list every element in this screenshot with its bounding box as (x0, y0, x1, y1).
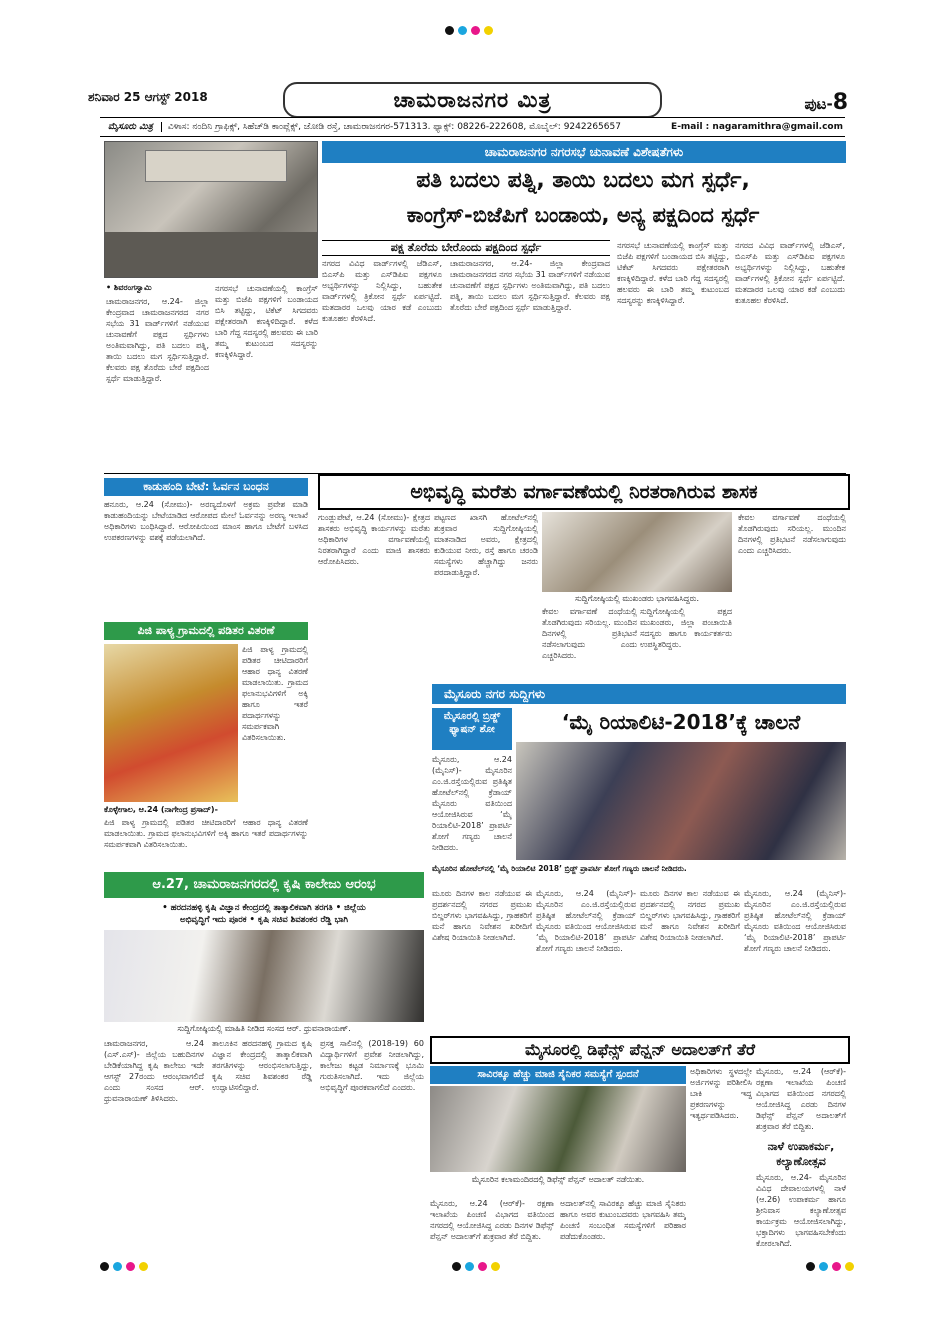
mysuru-photo-caption: ಮೈಸೂರಿನ ಹೋಟೆಲ್‌ನಲ್ಲಿ ‘ಮೈ ರಿಯಾಲಿಟಿ 2018’ ಬ್ರಿಡ್ಜ್ ಪ್ರಾಪರ್ಟಿ ಶೋಗೆ ಗಣ್ಯರು ಚಾಲನೆ ನೀಡಿದರು. (432, 864, 687, 873)
council-building-photo (104, 141, 318, 278)
property-show-photo (516, 742, 846, 860)
upakarma-body: ಮೈಸೂರು, ಆ.24- ಮೈಸೂರಿನ ವಿವಿಧ ದೇವಾಲಯಗಳಲ್ಲಿ ನಾಳೆ (ಆ.26) ಉಪಾಕರ್ಮ ಹಾಗೂ ಶ್ರೀನಿವಾಸ ಕಲ್ಯಾಣೋತ್ಸವ ಕಾರ್ಯಕ್ರಮ ಆಯೋಜಿಸಲಾಗಿದ್ದು, ಭಕ್ತಾದಿಗಳು ಭಾಗವಹಿಸಬೇಕೆಂದು ಕೋರಲಾಗಿದೆ. (756, 1173, 846, 1248)
masthead (88, 80, 848, 122)
registration-dot (819, 1262, 828, 1271)
registration-marks-bottom-left (100, 1262, 148, 1271)
brief2-body-side: ಪಿಜಿ ಪಾಳ್ಯ ಗ್ರಾಮದಲ್ಲಿ ಪಡಿತರ ಚೀಟಿದಾರರಿಗೆ ಆಹಾರ ಧಾನ್ಯ ವಿತರಣೆ ಮಾಡಲಾಯಿತು. ಗ್ರಾಮದ ಫಲಾನುಭವಿಗಳಿಗೆ ಅಕ್ಕಿ ಹಾಗೂ ಇತರೆ ಪದಾರ್ಥಗಳನ್ನು ಸಮರ್ಪಕವಾಗಿ ವಿತರಿಸಲಾಯಿತು. (242, 645, 308, 742)
page-number: 8 (832, 90, 848, 115)
lead-byline: • ಶಿವರಂಗಸ್ವಾಮಿ (106, 283, 152, 292)
lead-subhead: ಪಕ್ಷ ತೊರೆದು ಬೇರೊಂದು ಪಕ್ಷದಿಂದ ಸ್ಪರ್ಧೆ (322, 240, 610, 256)
agri-body-col1: ಚಾಮರಾಜನಗರ, ಆ.24 (ಎಸ್.ಎಸ್)- ಜಿಲ್ಲೆಯ ಬಹುದಿನಗಳ ಬೇಡಿಕೆಯಾಗಿದ್ದ ಕೃಷಿ ಕಾಲೇಜು ಇದೇ ಆಗಸ್ಟ್ 27ರಂದು ಆರಂಭವಾಗಲಿದೆ ಎಂದು ಸಂಸದ ಆರ್. ಧ್ರುವನಾರಾಯಣ್ ತಿಳಿಸಿದರು. (104, 1039, 204, 1103)
ration-distribution-photo (104, 644, 238, 802)
registration-dot (445, 26, 454, 35)
lead-headline-1: ಪತಿ ಬದಲು ಪತ್ನಿ, ತಾಯಿ ಬದಲು ಮಗ ಸ್ಪರ್ಧೆ, (416, 168, 750, 193)
development-body-col5: ಕೇವಲ ವರ್ಗಾವಣೆ ದಂಧೆಯಲ್ಲಿ ತೊಡಗಿರುವುದು ಸರಿಯಲ್ಲ. ಮುಂದಿನ ದಿನಗಳಲ್ಲಿ ಪ್ರತಿಭಟನೆ ನಡೆಸಲಾಗುವುದು ಎಂದು ಎಚ್ಚರಿಸಿದರು. (738, 513, 846, 555)
registration-dot (832, 1262, 841, 1271)
press-meet-photo (542, 512, 732, 592)
agri-body-col3: ಪ್ರಸಕ್ತ ಸಾಲಿನಲ್ಲಿ (2018-19) 60 ವಿದ್ಯಾರ್ಥಿಗಳಿಗೆ ಪ್ರವೇಶ ನೀಡಲಾಗಿದ್ದು, ಕಾಲೇಜು ಕಟ್ಟಡ ನಿರ್ಮಾಣಕ್ಕೆ ಭೂಮಿ ಗುರುತಿಸಲಾಗಿದೆ. ಇದು ಜಿಲ್ಲೆಯ ಅಭಿವೃದ್ಧಿಗೆ ಪೂರಕವಾಗಲಿದೆ ಎಂದರು. (320, 1039, 424, 1092)
page-indicator (804, 90, 848, 115)
registration-dot (471, 26, 480, 35)
development-body-col3: ಕೇವಲ ವರ್ಗಾವಣೆ ದಂಧೆಯಲ್ಲಿ ತೊಡಗಿರುವುದು ಸರಿಯಲ್ಲ. ಮುಂದಿನ ದಿನಗಳಲ್ಲಿ ಪ್ರತಿಭಟನೆ ನಡೆಸಲಾಗುವುದು ಎಂದು ಎಚ್ಚರಿಸಿದರು. (542, 607, 637, 660)
registration-dot (139, 1262, 148, 1271)
registration-dot (491, 1262, 500, 1271)
registration-dot (113, 1262, 122, 1271)
development-body-col2: ಪಟ್ಟಣದ ಖಾಸಗಿ ಹೋಟೆಲ್‌ನಲ್ಲಿ ಶುಕ್ರವಾರ ಸುದ್ದಿಗೋಷ್ಠಿಯಲ್ಲಿ ಮಾತನಾಡಿದ ಅವರು, ಕ್ಷೇತ್ರದಲ್ಲಿ ಕುಡಿಯುವ ನೀರು, ರಸ್ತೆ ಹಾಗೂ ಚರಂಡಿ ಸಮಸ್ಯೆಗಳು ಹೆಚ್ಚಾಗಿದ್ದು ಜನರು ಪರದಾಡುತ್ತಿದ್ದಾರೆ. (434, 513, 538, 577)
registration-dot (484, 26, 493, 35)
lead-kicker: ಚಾಮರಾಜನಗರ ನಗರಸಭೆ ಚುನಾವಣೆ ವಿಶೇಷತೆಗಳು (322, 141, 846, 163)
brief2-caption: ಕೊಳ್ಳೇಗಾಲ, ಆ.24 (ನಾಗೇಂದ್ರ ಪ್ರಸಾದ್)- (104, 805, 218, 814)
mysuru-body-col2: ಮೈಸೂರು, ಆ.24 (ಮೈನಿಸ್)- ಮೈಸೂರಿನ ಎಂ.ಜಿ.ರಸ್ತೆಯಲ್ಲಿರುವ ಪ್ರತಿಷ್ಠಿತ ಹೋಟೆಲ್‌ನಲ್ಲಿ ಕ್ರೆಡಾಯ್ ಮೈಸೂರು ವತಿಯಿಂದ ಆಯೋಜಿಸಿರುವ ‘ಮೈ ರಿಯಾಲಿಟಿ-2018’ ಪ್ರಾಪರ್ಟಿ ಶೋಗೆ ಗಣ್ಯರು ಚಾಲನೆ ನೀಡಿದರು. (536, 889, 636, 953)
defence-body-col1: ಮೈಸೂರು, ಆ.24 (ಆರ್‌ಕೆ)- ರಕ್ಷಣಾ ಇಲಾಖೆಯ ಪಿಂಚಣಿ ವಿಭಾಗದ ವತಿಯಿಂದ ನಗರದಲ್ಲಿ ಆಯೋಜಿಸಿದ್ದ ಎರಡು ದಿನಗಳ ಡಿಫೆನ್ಸ್ ಪೆನ್ಷನ್ ಅದಾಲತ್‌ಗೆ ಶುಕ್ರವಾರ ತೆರೆ ಬಿದ್ದಿತು. (430, 1199, 554, 1241)
defence-headline: ಮೈಸೂರಲ್ಲಿ ಡಿಫೆನ್ಸ್ ಪೆನ್ಷನ್ ಅದಾಲತ್‌ಗೆ ತೆರೆ (430, 1036, 850, 1064)
registration-dot (100, 1262, 109, 1271)
lead-headline-2: ಕಾಂಗ್ರೆಸ್-ಬಿಜೆಪಿಗೆ ಬಂಡಾಯ, ಅನ್ಯ ಪಕ್ಷದಿಂದ ಸ್ಪರ್ಧೆ (406, 203, 760, 227)
mysuru-body-col4: ಮೈಸೂರು, ಆ.24 (ಮೈನಿಸ್)- ಮೈಸೂರಿನ ಎಂ.ಜಿ.ರಸ್ತೆಯಲ್ಲಿರುವ ಪ್ರತಿಷ್ಠಿತ ಹೋಟೆಲ್‌ನಲ್ಲಿ ಕ್ರೆಡಾಯ್ ಮೈಸೂರು ವತಿಯಿಂದ ಆಯೋಜಿಸಿರುವ ‘ಮೈ ರಿಯಾಲಿಟಿ-2018’ ಪ್ರಾಪರ್ಟಿ ಶೋಗೆ ಗಣ್ಯರು ಚಾಲನೆ ನೀಡಿದರು. (744, 889, 846, 953)
brief2-body: ಪಿಜಿ ಪಾಳ್ಯ ಗ್ರಾಮದಲ್ಲಿ ಪಡಿತರ ಚೀಟಿದಾರರಿಗೆ ಆಹಾರ ಧಾನ್ಯ ವಿತರಣೆ ಮಾಡಲಾಯಿತು. ಗ್ರಾಮದ ಫಲಾನುಭವಿಗಳಿಗೆ ಅಕ್ಕಿ ಹಾಗೂ ಇತರೆ ಪದಾರ್ಥಗಳನ್ನು ಸಮರ್ಪಕವಾಗಿ ವಿತರಿಸಲಾಯಿತು. (104, 818, 308, 849)
development-photo-caption: ಸುದ್ದಿಗೋಷ್ಠಿಯಲ್ಲಿ ಮುಖಂಡರು ಭಾಗವಹಿಸಿದ್ದರು. (575, 594, 699, 603)
pension-adalat-photo (430, 1086, 686, 1172)
registration-dot (845, 1262, 854, 1271)
publisher-logo: ಮೈಸೂರು ಮಿತ್ರ (100, 122, 162, 132)
defence-body-col2: ಅದಾಲತ್‌ನಲ್ಲಿ ಸಾವಿರಕ್ಕೂ ಹೆಚ್ಚು ಮಾಜಿ ಸೈನಿಕರು ಹಾಗೂ ಅವರ ಕುಟುಂಬದವರು ಭಾಗವಹಿಸಿ ತಮ್ಮ ಪಿಂಚಣಿ ಸಂಬಂಧಿತ ಸಮಸ್ಯೆಗಳಿಗೆ ಪರಿಹಾರ ಪಡೆದುಕೊಂಡರು. (560, 1199, 686, 1241)
upakarma-headline-2: ಕಲ್ಯಾಣೋತ್ಸವ (776, 1155, 826, 1168)
registration-dot (458, 26, 467, 35)
agri-bullet-1: • ಹರದನಹಳ್ಳಿ ಕೃಷಿ ವಿಜ್ಞಾನ ಕೇಂದ್ರದಲ್ಲಿ ತಾತ್ಕಾಲಿಕವಾಗಿ ತರಗತಿ • ಜಿಲ್ಲೆಯ (162, 903, 366, 913)
agri-bullet-2: ಅಭಿವೃದ್ಧಿಗೆ ಇದು ಪೂರಕ • ಕೃಷಿ ಸಚಿವ ಶಿವಶಂಕರ ರೆಡ್ಡಿ ಭಾಗಿ (179, 915, 349, 925)
publisher-email: E-mail : nagaramithra@gmail.com (667, 118, 843, 136)
mysuru-body-col1: ಮೂರು ದಿನಗಳ ಕಾಲ ನಡೆಯುವ ಈ ಪ್ರದರ್ಶನದಲ್ಲಿ ನಗರದ ಪ್ರಮುಖ ಬಿಲ್ಡರ್‌ಗಳು ಭಾಗವಹಿಸಿದ್ದು, ಗ್ರಾಹಕರಿಗೆ ಮನೆ ಹಾಗೂ ನಿವೇಶನ ಖರೀದಿಗೆ ವಿಶೇಷ ರಿಯಾಯಿತಿ ನೀಡಲಾಗಿದೆ. (432, 889, 532, 942)
agri-body-col2: ತಾಲೂಕಿನ ಹರದನಹಳ್ಳಿ ಗ್ರಾಮದ ಕೃಷಿ ವಿಜ್ಞಾನ ಕೇಂದ್ರದಲ್ಲಿ ತಾತ್ಕಾಲಿಕವಾಗಿ ತರಗತಿಗಳನ್ನು ಆರಂಭಿಸಲಾಗುತ್ತಿದ್ದು, ಕೃಷಿ ಸಚಿವ ಶಿವಶಂಕರ ರೆಡ್ಡಿ ಉದ್ಘಾಟಿಸಲಿದ್ದಾರೆ. (212, 1039, 312, 1092)
contact-bar (100, 117, 845, 137)
lead-body-col2: ನಗರಸಭೆ ಚುನಾವಣೆಯಲ್ಲಿ ಕಾಂಗ್ರೆಸ್ ಮತ್ತು ಬಿಜೆಪಿ ಪಕ್ಷಗಳಿಗೆ ಬಂಡಾಯದ ಬಿಸಿ ತಟ್ಟಿದ್ದು, ಟಿಕೆಟ್ ಸಿಗದವರು ಪಕ್ಷೇತರರಾಗಿ ಕಣಕ್ಕಿಳಿದಿದ್ದಾರೆ. ಕಳೆದ ಬಾರಿ ಗೆದ್ದ ಸದಸ್ಯರಲ್ಲಿ ಹಲವರು ಈ ಬಾರಿ ತಮ್ಮ ಕುಟುಂಬದ ಸದಸ್ಯರನ್ನು ಕಣಕ್ಕಿಳಿಸಿದ್ದಾರೆ. (215, 284, 318, 359)
development-headline: ಅಭಿವೃದ್ಧಿ ಮರೆತು ವರ್ಗಾವಣೆಯಲ್ಲಿ ನಿರತರಾಗಿರುವ ಶಾಸಕ (318, 474, 850, 510)
registration-dot (452, 1262, 461, 1271)
issue-date: ಶನಿವಾರ 25 ಆಗಸ್ಟ್ 2018 (88, 90, 208, 104)
mysuru-headline: ‘ಮೈ ರಿಯಾಲಿಟಿ-2018’ಕ್ಕೆ ಚಾಲನೆ (561, 710, 801, 734)
registration-dot (806, 1262, 815, 1271)
registration-dot (126, 1262, 135, 1271)
lead-body-col3: ನಗರದ ವಿವಿಧ ವಾರ್ಡ್‌ಗಳಲ್ಲಿ ಜೆಡಿಎಸ್, ಬಿಎಸ್‌ಪಿ ಮತ್ತು ಎಸ್‌ಡಿಪಿಐ ಪಕ್ಷಗಳೂ ಅಭ್ಯರ್ಥಿಗಳನ್ನು ನಿಲ್ಲಿಸಿದ್ದು, ಬಹುತೇಕ ವಾರ್ಡ್‌ಗಳಲ್ಲಿ ತ್ರಿಕೋನ ಸ್ಪರ್ಧೆ ಏರ್ಪಟ್ಟಿದೆ. ಮತದಾರರ ಒಲವು ಯಾರ ಕಡೆ ಎಂಬುದು ಕುತೂಹಲ ಕೆರಳಿಸಿದೆ. (322, 259, 442, 323)
defence-body-col3: ಅಧಿಕಾರಿಗಳು ಸ್ಥಳದಲ್ಲೇ ಅರ್ಜಿಗಳನ್ನು ಪರಿಶೀಲಿಸಿ ಬಾಕಿ ಇದ್ದ ಪ್ರಕರಣಗಳನ್ನು ಇತ್ಯರ್ಥಪಡಿಸಿದರು. (690, 1067, 752, 1120)
lead-body-col5: ನಗರಸಭೆ ಚುನಾವಣೆಯಲ್ಲಿ ಕಾಂಗ್ರೆಸ್ ಮತ್ತು ಬಿಜೆಪಿ ಪಕ್ಷಗಳಿಗೆ ಬಂಡಾಯದ ಬಿಸಿ ತಟ್ಟಿದ್ದು, ಟಿಕೆಟ್ ಸಿಗದವರು ಪಕ್ಷೇತರರಾಗಿ ಕಣಕ್ಕಿಳಿದಿದ್ದಾರೆ. ಕಳೆದ ಬಾರಿ ಗೆದ್ದ ಸದಸ್ಯರಲ್ಲಿ ಹಲವರು ಈ ಬಾರಿ ತಮ್ಮ ಕುಟುಂಬದ ಸದಸ್ಯರನ್ನು ಕಣಕ್ಕಿಳಿಸಿದ್ದಾರೆ. (617, 241, 729, 305)
page-label: ಪುಟ- (804, 95, 833, 113)
mysuru-body: ಮೈಸೂರು, ಆ.24 (ಮೈನಿಸ್)- ಮೈಸೂರಿನ ಎಂ.ಜಿ.ರಸ್ತೆಯಲ್ಲಿರುವ ಪ್ರತಿಷ್ಠಿತ ಹೋಟೆಲ್‌ನಲ್ಲಿ ಕ್ರೆಡಾಯ್ ಮೈಸೂರು ವತಿಯಿಂದ ಆಯೋಜಿಸಿರುವ ‘ಮೈ ರಿಯಾಲಿಟಿ-2018’ ಪ್ರಾಪರ್ಟಿ ಶೋಗೆ ಗಣ್ಯರು ಚಾಲನೆ ನೀಡಿದರು. (432, 755, 512, 852)
registration-dot (465, 1262, 474, 1271)
agri-photo-caption: ಸುದ್ದಿಗೋಷ್ಠಿಯಲ್ಲಿ ಮಾಹಿತಿ ನೀಡಿದ ಸಂಸದ ಆರ್. ಧ್ರುವನಾರಾಯಣ್. (177, 1024, 351, 1033)
defence-kicker: ಸಾವಿರಕ್ಕೂ ಹೆಚ್ಚು ಮಾಜಿ ಸೈನಿಕರ ಸಮಸ್ಯೆಗೆ ಸ್ಪಂದನೆ (430, 1066, 686, 1084)
publisher-address: ವಿಳಾಸ: ನಂದಿನಿ ಗ್ರಾಫಿಕ್ಸ್, ಸಿಹೆಚ್‌ಡಿ ಕಾಂಪ್ಲೆಕ್ಸ್, ಜೋಡಿ ರಸ್ತೆ, ಚಾಮರಾಜನಗರ-571313. ಫ್ಯಾಕ್ಸ್: 08226-222608, ಮೊಬೈಲ್: 9242265657 (167, 122, 621, 132)
agri-headline: ಆ.27, ಚಾಮರಾಜನಗರದಲ್ಲಿ ಕೃಷಿ ಕಾಲೇಜು ಆರಂಭ (104, 872, 424, 898)
defence-photo-caption: ಮೈಸೂರಿನ ಕಲಾಮಂದಿರದಲ್ಲಿ ಡಿಫೆನ್ಸ್ ಪೆನ್ಷನ್ ಅದಾಲತ್ ನಡೆಯಿತು. (471, 1175, 645, 1184)
brief1-title: ಕಾಡುಹಂದಿ ಬೇಟೆ: ಓರ್ವನ ಬಂಧನ (104, 478, 308, 496)
lead-body-col1: ಚಾಮರಾಜನಗರ, ಆ.24- ಜಿಲ್ಲಾ ಕೇಂದ್ರವಾದ ಚಾಮರಾಜನಗರದ ನಗರ ಸಭೆಯ 31 ವಾರ್ಡ್‌ಗಳಿಗೆ ನಡೆಯುವ ಚುನಾವಣೆಗೆ ಪಕ್ಷದ ಸ್ಪರ್ಧಿಗಳು ಅಂತಿಮವಾಗಿದ್ದು, ಪತಿ ಬದಲು ಪತ್ನಿ, ತಾಯಿ ಬದಲು ಮಗ ಸ್ಪರ್ಧಿಸುತ್ತಿದ್ದಾರೆ. ಕೆಲವರು ಪಕ್ಷ ತೊರೆದು ಬೇರೆ ಪಕ್ಷದಿಂದ ಸ್ಪರ್ಧೆ ಮಾಡುತ್ತಿದ್ದಾರೆ. (106, 297, 209, 383)
mysuru-tag: ಮೈಸೂರಲ್ಲಿ ಬ್ರಿಡ್ಜ್ ಫ್ಯಾಷನ್ ಶೋ (432, 708, 512, 750)
registration-marks-top (445, 26, 493, 35)
registration-dot (478, 1262, 487, 1271)
lead-body-col4: ಚಾಮರಾಜನಗರ, ಆ.24- ಜಿಲ್ಲಾ ಕೇಂದ್ರವಾದ ಚಾಮರಾಜನಗರದ ನಗರ ಸಭೆಯ 31 ವಾರ್ಡ್‌ಗಳಿಗೆ ನಡೆಯುವ ಚುನಾವಣೆಗೆ ಪಕ್ಷದ ಸ್ಪರ್ಧಿಗಳು ಅಂತಿಮವಾಗಿದ್ದು, ಪತಿ ಬದಲು ಪತ್ನಿ, ತಾಯಿ ಬದಲು ಮಗ ಸ್ಪರ್ಧಿಸುತ್ತಿದ್ದಾರೆ. ಕೆಲವರು ಪಕ್ಷ ತೊರೆದು ಬೇರೆ ಪಕ್ಷದಿಂದ ಸ್ಪರ್ಧೆ ಮಾಡುತ್ತಿದ್ದಾರೆ. (450, 259, 610, 312)
mysuru-body-col3: ಮೂರು ದಿನಗಳ ಕಾಲ ನಡೆಯುವ ಈ ಪ್ರದರ್ಶನದಲ್ಲಿ ನಗರದ ಪ್ರಮುಖ ಬಿಲ್ಡರ್‌ಗಳು ಭಾಗವಹಿಸಿದ್ದು, ಗ್ರಾಹಕರಿಗೆ ಮನೆ ಹಾಗೂ ನಿವೇಶನ ಖರೀದಿಗೆ ವಿಶೇಷ ರಿಯಾಯಿತಿ ನೀಡಲಾಗಿದೆ. (640, 889, 740, 942)
development-body-col1: ಗುಂಡ್ಲುಪೇಟೆ, ಆ.24 (ಸೋಮು)- ಕ್ಷೇತ್ರದ ಶಾಸಕರು ಅಭಿವೃದ್ಧಿ ಕಾರ್ಯಗಳನ್ನು ಮರೆತು ಅಧಿಕಾರಿಗಳ ವರ್ಗಾವಣೆಯಲ್ಲಿ ನಿರತರಾಗಿದ್ದಾರೆ ಎಂದು ಮಾಜಿ ಶಾಸಕರು ಆರೋಪಿಸಿದರು. (318, 513, 430, 566)
registration-marks-bottom-center (452, 1262, 500, 1271)
brief1-body: ಹನೂರು, ಆ.24 (ಸೋಮು)- ಅರಣ್ಯದೊಳಗೆ ಅಕ್ರಮ ಪ್ರವೇಶ ಮಾಡಿ ಕಾಡುಹಂದಿಯನ್ನು ಬೇಟೆಯಾಡಿದ ಆರೋಪದ ಮೇಲೆ ಓರ್ವನನ್ನು ಅರಣ್ಯ ಇಲಾಖೆ ಅಧಿಕಾರಿಗಳು ಬಂಧಿಸಿದ್ದಾರೆ. ಆರೋಪಿಯಿಂದ ಮಾಂಸ ಹಾಗೂ ಬೇಟೆಗೆ ಬಳಸಿದ ಉಪಕರಣಗಳನ್ನು ವಶಕ್ಕೆ ಪಡೆಯಲಾಗಿದೆ. (104, 500, 308, 542)
brief2-title: ಪಿಜಿ ಪಾಳ್ಯ ಗ್ರಾಮದಲ್ಲಿ ಪಡಿತರ ವಿತರಣೆ (104, 622, 308, 640)
newspaper-title: ಚಾಮರಾಜನಗರ ಮಿತ್ರ (283, 82, 662, 118)
registration-marks-bottom-right (806, 1262, 854, 1271)
defence-body-col4: ಮೈಸೂರು, ಆ.24 (ಆರ್‌ಕೆ)- ರಕ್ಷಣಾ ಇಲಾಖೆಯ ಪಿಂಚಣಿ ವಿಭಾಗದ ವತಿಯಿಂದ ನಗರದಲ್ಲಿ ಆಯೋಜಿಸಿದ್ದ ಎರಡು ದಿನಗಳ ಡಿಫೆನ್ಸ್ ಪೆನ್ಷನ್ ಅದಾಲತ್‌ಗೆ ಶುಕ್ರವಾರ ತೆರೆ ಬಿದ್ದಿತು. (756, 1067, 846, 1131)
lead-body-col6: ನಗರದ ವಿವಿಧ ವಾರ್ಡ್‌ಗಳಲ್ಲಿ ಜೆಡಿಎಸ್, ಬಿಎಸ್‌ಪಿ ಮತ್ತು ಎಸ್‌ಡಿಪಿಐ ಪಕ್ಷಗಳೂ ಅಭ್ಯರ್ಥಿಗಳನ್ನು ನಿಲ್ಲಿಸಿದ್ದು, ಬಹುತೇಕ ವಾರ್ಡ್‌ಗಳಲ್ಲಿ ತ್ರಿಕೋನ ಸ್ಪರ್ಧೆ ಏರ್ಪಟ್ಟಿದೆ. ಮತದಾರರ ಒಲವು ಯಾರ ಕಡೆ ಎಂಬುದು ಕುತೂಹಲ ಕೆರಳಿಸಿದೆ. (735, 241, 845, 305)
development-body-col4: ಸುದ್ದಿಗೋಷ್ಠಿಯಲ್ಲಿ ಪಕ್ಷದ ಮುಖಂಡರು, ಜಿಲ್ಲಾ ಪಂಚಾಯಿತಿ ಸದಸ್ಯರು ಹಾಗೂ ಕಾರ್ಯಕರ್ತರು ಉಪಸ್ಥಿತರಿದ್ದರು. (640, 607, 732, 649)
upakarma-headline-1: ನಾಳೆ ಉಪಾಕರ್ಮ, (767, 1140, 835, 1153)
mysuru-section-label: ಮೈಸೂರು ನಗರ ಸುದ್ದಿಗಳು (432, 684, 846, 704)
mp-press-meet-photo (104, 930, 424, 1022)
